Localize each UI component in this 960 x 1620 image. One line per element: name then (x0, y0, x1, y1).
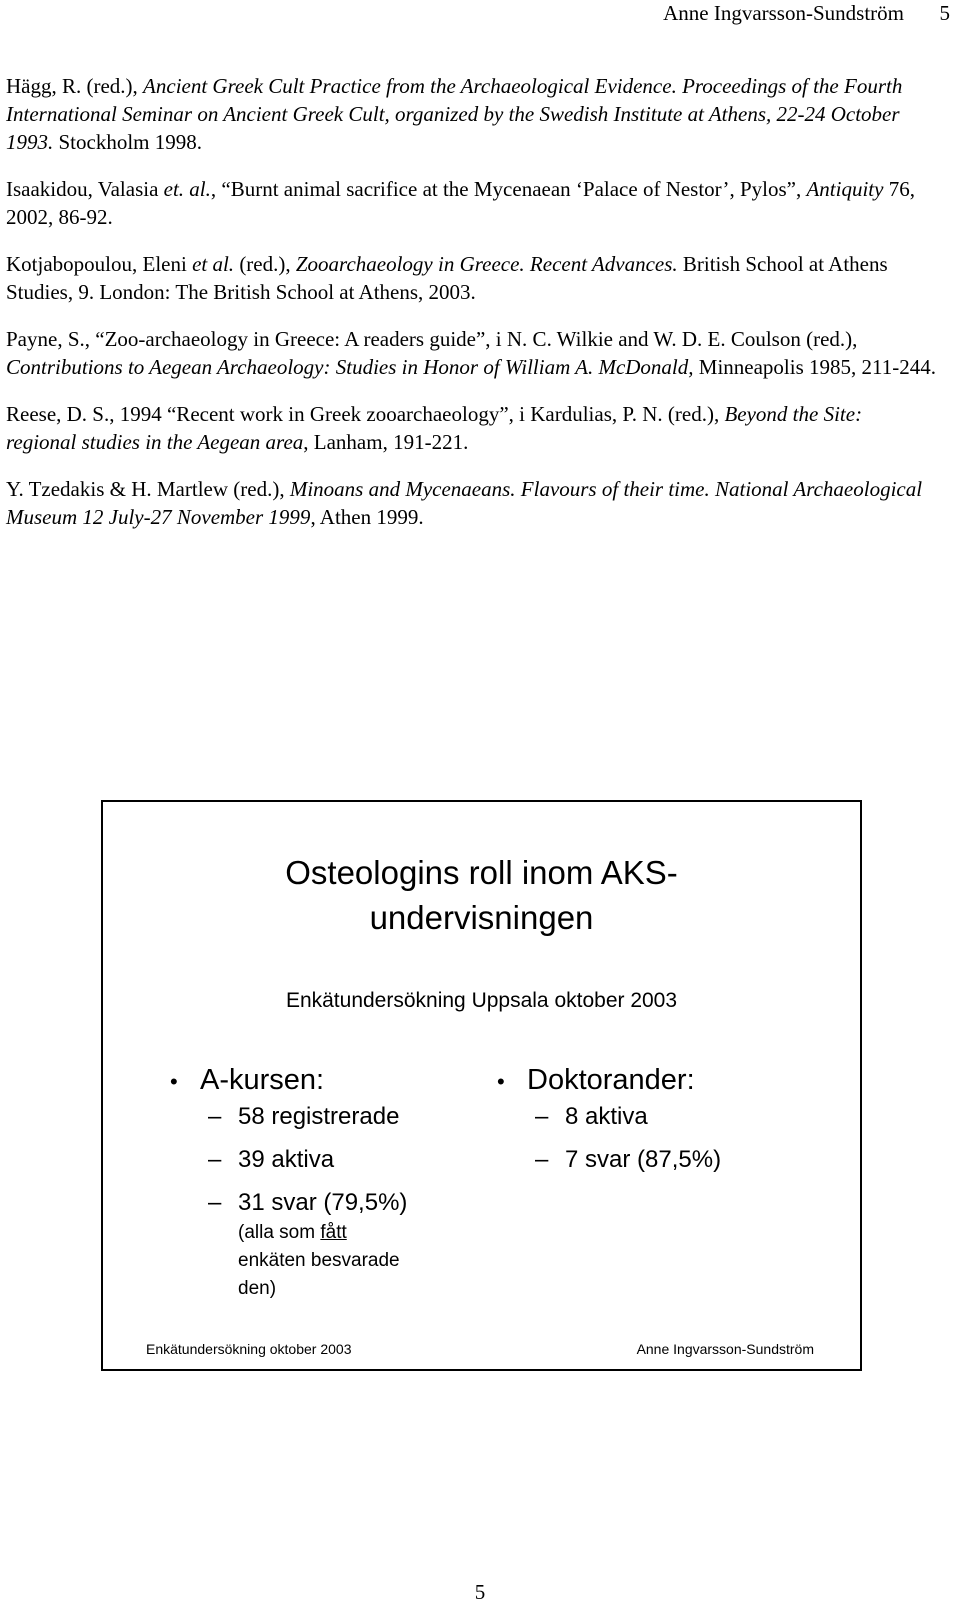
reference-list (6, 72, 936, 550)
note-text: (alla som (238, 1222, 321, 1243)
slide-column-doktorander (497, 1062, 721, 1188)
sub-item (535, 1102, 721, 1132)
slide-title-line: undervisningen (369, 899, 594, 936)
reference-text: Hägg, R. (red.), (6, 74, 144, 98)
bullet-icon: • (170, 1069, 178, 1094)
reference-text: 76, 2002, 86-92. (6, 177, 915, 229)
sub-item-note (238, 1219, 407, 1303)
sub-item-label: 58 registrerade (238, 1103, 400, 1130)
reference-text: Stockholm 1998. (53, 130, 203, 154)
dash-icon: – (208, 1103, 222, 1130)
bullet-heading (497, 1062, 721, 1100)
slide-subtitle: Enkätundersökning Uppsala oktober 2003 (285, 989, 678, 1012)
reference-text: (red.), (234, 252, 296, 276)
sub-item (208, 1188, 407, 1218)
bullet-heading (170, 1062, 407, 1100)
sub-list (208, 1102, 407, 1303)
reference-text: Isaakidou, Valasia (6, 177, 164, 201)
slide-title (103, 850, 860, 940)
reference-text: Y. Tzedakis & H. Martlew (red.), (6, 477, 290, 501)
dash-icon: – (535, 1103, 549, 1130)
reference-item (6, 400, 936, 456)
sub-item-label: 31 svar (79,5%) (238, 1189, 408, 1216)
page-number: 5 (474, 1580, 486, 1604)
sub-item-label: 8 aktiva (565, 1103, 648, 1130)
reference-italic-text: Beyond the Site: regional studies in the Aegean area (6, 402, 863, 454)
reference-text: Kotjabopoulou, Eleni (6, 252, 193, 276)
reference-item (6, 72, 936, 156)
reference-italic-text: Zooarchaeology in Greece. Recent Advances. (295, 252, 678, 276)
dash-icon: – (208, 1146, 222, 1173)
slide-column-a-kursen (170, 1062, 407, 1303)
reference-text: , “Burnt animal sacrifice at the Mycenaean ‘Palace of Nestor’, Pylos”, (210, 177, 807, 201)
dash-icon: – (208, 1189, 222, 1216)
note-text: den) (238, 1278, 277, 1299)
reference-text: Payne, S., “Zoo-archaeology in Greece: A readers guide”, i N. C. Wilkie and W. D. E. Coulson (red.), (6, 327, 858, 351)
reference-item (6, 250, 936, 306)
reference-text: , Lanham, 191-221. (303, 430, 469, 454)
bullet-label: Doktorander: (527, 1064, 695, 1096)
reference-text: Minneapolis 1985, 211-244. (693, 355, 936, 379)
bullet-icon: • (497, 1069, 505, 1094)
header-page-number: 5 (939, 1, 950, 25)
reference-italic-text: et al. (192, 252, 235, 276)
reference-text: Reese, D. S., 1994 “Recent work in Greek zooarchaeology”, i Kardulias, P. N. (red.), (6, 402, 725, 426)
note-text: enkäten besvarade (238, 1250, 400, 1271)
sub-item (535, 1145, 721, 1175)
reference-italic-text: Ancient Greek Cult Practice from the Archaeological Evidence. Proceedings of the Fourth International Seminar on Ancient Greek Cult, organized by the Swedish Institute at Athens, 22-24 October 1993. (6, 74, 903, 154)
reference-item (6, 325, 936, 381)
slide-footer-right: Anne Ingvarsson-Sundström (636, 1341, 814, 1357)
reference-text: , Athen 1999. (310, 505, 424, 529)
header-author: Anne Ingvarsson-Sundström (663, 1, 904, 25)
reference-item (6, 175, 936, 231)
page-header (0, 0, 960, 28)
sub-item-label: 39 aktiva (238, 1146, 335, 1173)
reference-text: British School at Athens Studies, 9. London: The British School at Athens, 2003. (6, 252, 888, 304)
slide-title-line: Osteologins roll inom AKS- (285, 854, 678, 891)
note-underlined: fått (320, 1222, 347, 1243)
sub-item (208, 1145, 407, 1175)
reference-italic-text: et. al. (163, 177, 211, 201)
sub-list (535, 1102, 721, 1175)
bullet-label: A-kursen: (200, 1064, 325, 1096)
reference-italic-text: Antiquity (806, 177, 884, 201)
sub-item (208, 1102, 407, 1132)
reference-item (6, 475, 936, 531)
sub-item-label: 7 svar (87,5%) (565, 1146, 722, 1173)
reference-italic-text: Contributions to Aegean Archaeology: Studies in Honor of William A. McDonald, (6, 355, 694, 379)
slide-footer-left: Enkätundersökning oktober 2003 (146, 1341, 352, 1357)
reference-italic-text: Minoans and Mycenaeans. Flavours of their time. National Archaeological Museum 12 July-27 November 1999 (6, 477, 923, 529)
dash-icon: – (535, 1146, 549, 1173)
embedded-slide (101, 800, 862, 1371)
